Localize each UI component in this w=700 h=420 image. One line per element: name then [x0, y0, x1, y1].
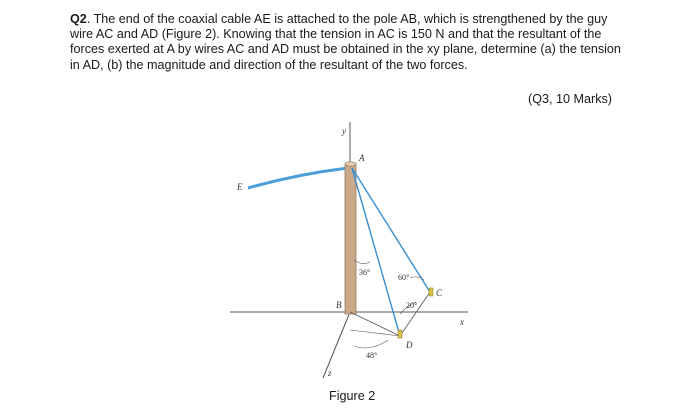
label-e: E: [237, 182, 243, 192]
figure-diagram: [220, 120, 480, 385]
pole-ab: [345, 164, 356, 314]
question-body: . The end of the coaxial cable AE is attached to the pole AB, which is strengthened by the guy wire AC and AD (Figure 2). Knowing that the tension in AC is 150 N and that the resultant of the forces exerted at A by wires AC and AD must be obtained in the xy plane, determine (a) the tension in AD, (b) the magnitude and direction of the resultant of the two forces.: [70, 12, 621, 72]
label-d: D: [406, 340, 413, 350]
arc-48: [354, 340, 388, 348]
label-b: B: [336, 300, 342, 310]
question-text: [70, 12, 630, 73]
wire-ad: [352, 168, 400, 336]
angle-20: 20°: [406, 301, 418, 310]
angle-60: 60°: [398, 273, 410, 282]
anchor-d: [398, 330, 402, 338]
construct-48: [350, 330, 400, 336]
question-number: Q2: [70, 12, 87, 26]
label-x: x: [460, 317, 464, 327]
construct-bd: [350, 312, 400, 336]
pole-top: [345, 162, 356, 166]
angle-36: 36°: [359, 268, 371, 277]
marks-label: (Q3, 10 Marks): [528, 92, 612, 106]
coaxial-cable-ae: [248, 168, 348, 188]
angle-48: 48°: [366, 351, 378, 360]
label-a: A: [359, 153, 365, 163]
construct-cd: [400, 292, 430, 336]
label-y: y: [342, 126, 346, 136]
label-c: C: [436, 288, 443, 298]
anchor-c: [429, 288, 433, 296]
figure-caption: Figure 2: [329, 389, 376, 403]
label-z: z: [328, 368, 332, 378]
